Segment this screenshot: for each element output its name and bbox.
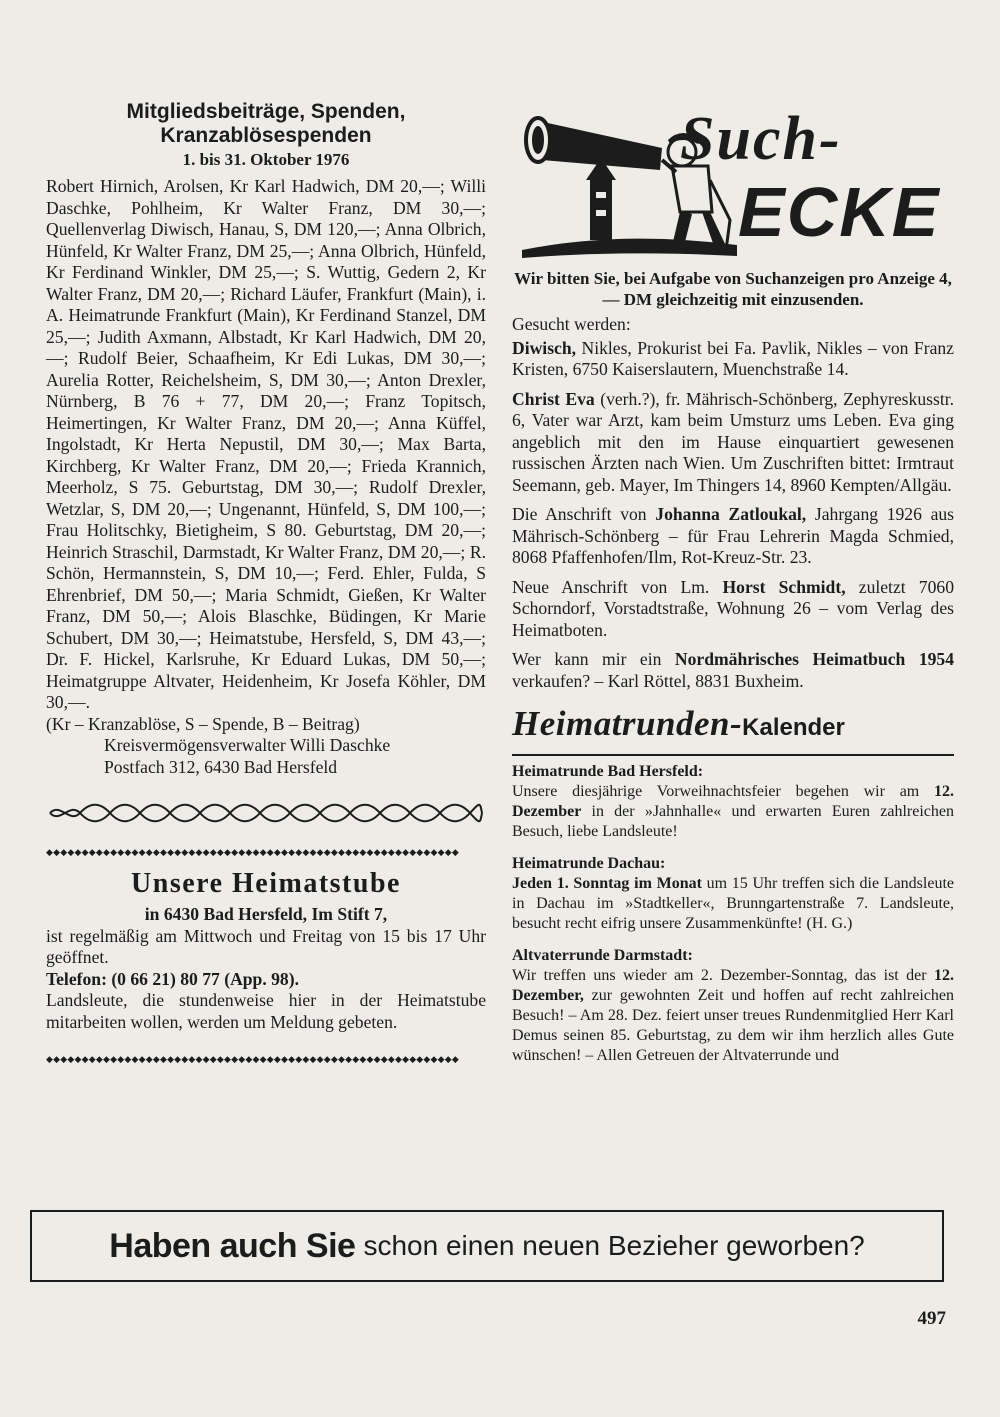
ornament-icon <box>46 802 486 824</box>
event-title: Altvaterrunde Darmstadt: <box>512 947 693 964</box>
search-entry: Die Anschrift von Johanna Zatloukal, Jahrgang 1926 aus Mährisch-Schönberg – für Frau Lehrerin Magda Schmied, 8068 Pfaffenhofen/Ilm, Rot-Kreuz-Str. 23. <box>512 504 955 567</box>
left-column <box>46 100 486 1065</box>
heimatstube-phone: Telefon: (0 66 21) 80 77 (App. 98). <box>46 968 299 989</box>
wanted-label: Gesucht werden: <box>512 314 631 334</box>
donations-legend: (Kr – Kranzablöse, S – Spende, B – Beitrag) <box>46 713 360 734</box>
search-entry: Christ Eva (verh.?), fr. Mährisch-Schönberg, Zephyreskusstr. 6, Vater war Arzt, kam beim Umsturz ums Leben. Eva ging angeblich mit den im Hause einquartiert gewesenen russischen Ärzten nach Wien. Um Zuschriften bittet: Irmtraut Seemann, geb. Mayer, Im Thingers 14, 8960 Kempten/Allgäu. <box>512 388 954 495</box>
donations-title-line1: Mitgliedsbeiträge, Spenden, <box>126 100 406 123</box>
donations-list: Robert Hirnich, Arolsen, Kr Karl Hadwich, DM 20,—; Willi Daschke, Pohlheim, Kr Walter Franz, DM 30,—; Quellenverlag Diwisch, Hanau, S, DM 120,—; Anna Olbrich, Hünfeld, Kr Walter Franz, DM 25,—; Anna Olbrich, Hünfeld, Kr Ferdinand Winkler, DM 25,—; S. Wuttig, Gedern 2, Kr Walter Franz, DM 20,—; Richard Läufer, Frankfurt (Main), i. A. Heimatrunde Frankfurt (Main), Kr Ferdinand Stanzel, DM 25,—; Judith Axmann, Albstadt, Kr Karl Hadwich, DM 20,—; Rudolf Beier, Schaafheim, Kr Edi Lukas, DM 30,—; Aurelia Rotter, Reichelsheim, S, DM 30,—; Anton Drexler, Nürnberg, B 76 + 77, DM 20,—; Franz Topitsch, Heimertingen, Kr Walter Franz, DM 20,—; Anna Küffel, Ingolstadt, Kr Herta Nepustil, DM 30,—; Max Barta, Kirchberg, Kr Walter Franz, DM 20,—; Frieda Krannich, Meerholz, S 75. Geburtstag, DM 30,—; Rudolf Drexler, Wetzlar, S, DM 20,—; Ungenannt, Hünfeld, S, DM 100,—; Frau Holitschky, Bietigheim, S 80. Geburtstag, DM 20,—; Heinrich Straschil, Darmstadt, Kr Walter Franz, DM 20,—; R. Schön, Hermannstein, S, DM 10,—; Ferd. Ehler, Fulda, S Ehrenbrief, DM 50,—; Maria Schmidt, Gießen, Kr Walter Franz, DM 50,—; Alois Blaschke, Büdingen, Kr Marie Schubert, DM 30,—; Heimatstube, Hersfeld, S, DM 43,—; Dr. F. Hickel, Karlsruhe, Kr Eduard Lukas, DM 50,—; Heimatgruppe Altvater, Heidenheim, Kr Josefa Köhler, DM 30,—. <box>46 176 486 712</box>
signature-line1: Kreisvermögensverwalter Willi Daschke <box>104 735 391 755</box>
search-entry: Diwisch, Nikles, Prokurist bei Fa. Pavlik, Nikles – von Franz Kristen, 6750 Kaiserslautern, Muenchstraße 14. <box>512 337 954 379</box>
event-title: Heimatrunde Bad Hersfeld: <box>512 763 704 780</box>
event-item <box>512 762 954 842</box>
signature-line2: Postfach 312, 6430 Bad Hersfeld <box>104 756 338 777</box>
kalender-script-word: Heimatrunden- <box>512 704 743 743</box>
appeal-rest: schon einen neuen Bezieher geworben? <box>363 1230 865 1261</box>
event-item <box>512 854 954 934</box>
kalender-heading <box>512 704 954 744</box>
diamond-divider-bottom: ◆◆◆◆◆◆◆◆◆◆◆◆◆◆◆◆◆◆◆◆◆◆◆◆◆◆◆◆◆◆◆◆◆◆◆◆◆◆◆◆◆◆◆◆◆◆◆◆◆◆◆◆◆◆◆◆◆◆ <box>46 1054 460 1064</box>
kalender-rule <box>512 754 954 756</box>
ecke-heading: ECKE <box>738 173 941 251</box>
search-entry: Wer kann mir ein Nordmährisches Heimatbuch 1954 verkaufen? – Karl Röttel, 8831 Buxheim. <box>512 649 955 691</box>
heimatstube-opening: ist regelmäßig am Mittwoch und Freitag von 15 bis 17 Uhr geöffnet. <box>46 925 486 967</box>
heimatstube-title: Unsere Heimatstube <box>131 868 401 899</box>
decorative-border-ornament <box>46 802 486 824</box>
such-heading: Such- <box>680 105 842 173</box>
heimatstube-appeal: Landsleute, die stundenweise hier in der Heimatstube mitarbeiten wollen, werden um Meldung gebeten. <box>46 990 486 1032</box>
donations-title-line2: Kranzablösespenden <box>160 124 372 147</box>
event-item <box>512 946 954 1066</box>
right-column <box>512 100 954 1066</box>
donations-period: 1. bis 31. Oktober 1976 <box>182 150 350 169</box>
event-text: Wir treffen uns wieder am 2. Dezember-Sonntag, das ist der 12. Dezember, zur gewohnten Zeit und hoffen auf recht zahlreichen Besuch! – Am 28. Dez. feiert unser treues Rundenmitglied Herr Karl Demus seinen 85. Geburtstag, zu dem wir ihm herzlich alles Gute wünschen! – Allen Getreuen der Altvaterrunde und <box>512 967 954 1064</box>
such-ecke-header <box>512 100 954 260</box>
page-number: 497 <box>917 1308 946 1329</box>
event-title: Heimatrunde Dachau: <box>512 855 666 872</box>
event-text: Unsere diesjährige Vorweihnachtsfeier begehen wir am 12. Dezember in der »Jahnhalle« und erwarten Euren zahlreichen Besuch, liebe Landsleute! <box>512 783 954 840</box>
kalender-word: Kalender <box>742 714 845 741</box>
diamond-divider-top: ◆◆◆◆◆◆◆◆◆◆◆◆◆◆◆◆◆◆◆◆◆◆◆◆◆◆◆◆◆◆◆◆◆◆◆◆◆◆◆◆◆◆◆◆◆◆◆◆◆◆◆◆◆◆◆◆◆◆ <box>46 847 460 857</box>
subscriber-appeal-box <box>30 1210 944 1282</box>
search-entry: Neue Anschrift von Lm. Horst Schmidt, zuletzt 7060 Schorndorf, Vorstadtstraße, Wohnung 26 – vom Verlag des Heimatboten. <box>512 576 954 640</box>
appeal-bold: Haben auch Sie <box>109 1226 356 1265</box>
event-text: Jeden 1. Sonntag im Monat um 15 Uhr treffen sich die Landsleute in Dachau im »Stadtkeller«, Brunngartenstraße 7. Landsleute, besucht recht eifrig unsere Zusammenkünfte! (H. G.) <box>512 875 955 932</box>
search-notice: Wir bitten Sie, bei Aufgabe von Suchanzeigen pro Anzeige 4,— DM gleichzeitig mit einzusenden. <box>514 269 952 309</box>
heimatstube-address: in 6430 Bad Hersfeld, Im Stift 7, <box>144 904 388 924</box>
